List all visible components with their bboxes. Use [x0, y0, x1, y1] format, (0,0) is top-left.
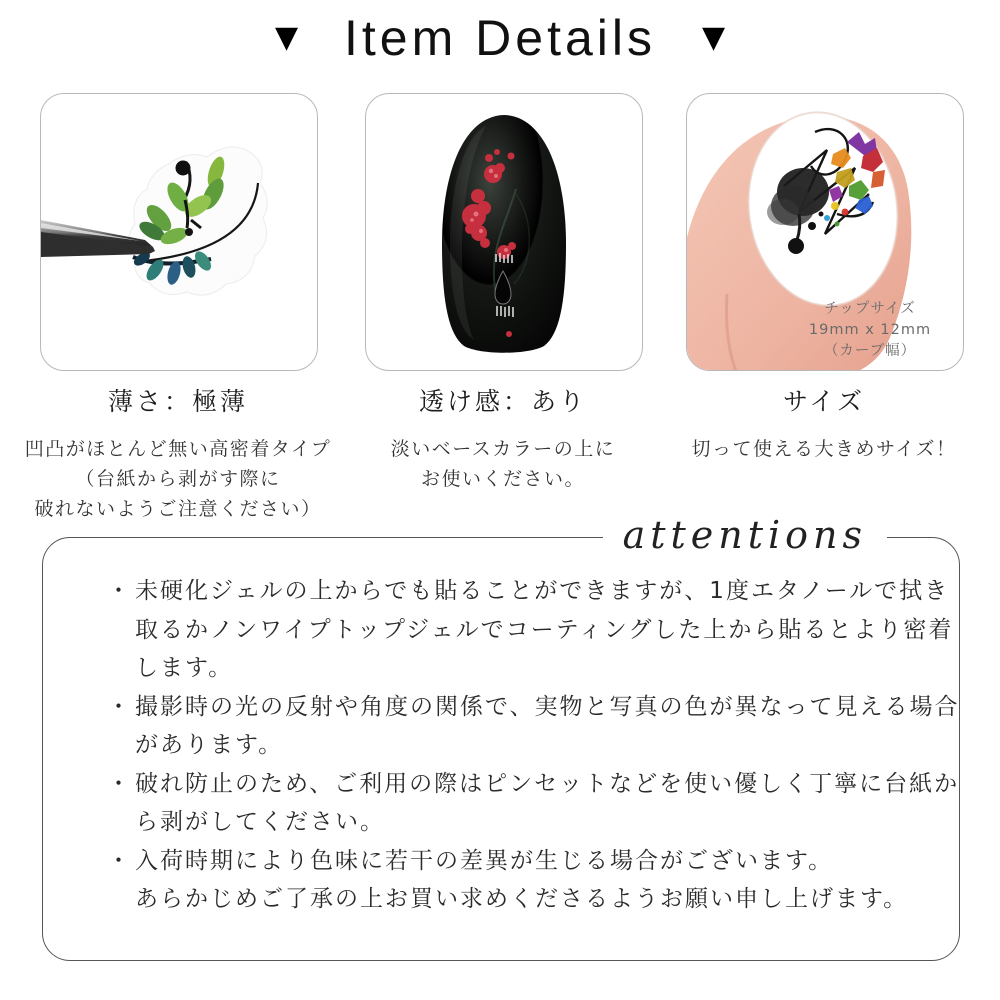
attention-text: 撮影時の光の反射や角度の関係で、実物と写真の色が異なって見える場合	[135, 693, 960, 720]
down-triangle-icon: ▼	[274, 20, 299, 55]
sheerness-caption	[333, 382, 673, 494]
attention-item	[43, 688, 959, 765]
sheerness-photo-card	[365, 93, 643, 371]
chip-size-line: チップサイズ	[824, 301, 916, 317]
attention-item	[43, 842, 959, 919]
caption-line: 破れないようご注意ください）	[34, 498, 322, 520]
size-photo-card	[686, 93, 964, 371]
caption-line: 切って使える大きめサイズ！	[691, 438, 957, 460]
attentions-label: attentions	[603, 511, 887, 559]
size-title: サイズ	[782, 387, 865, 416]
caption-line: （台紙から剥がす際に	[75, 468, 281, 490]
attention-text: 取るかノンワイプトップジェルでコーティングした上から貼るとより密着	[135, 616, 954, 643]
page-header	[0, 6, 1000, 70]
attention-item	[43, 765, 959, 842]
chip-size-note	[781, 299, 959, 362]
sheerness-title: 透け感：あり	[418, 387, 587, 416]
attention-text: があります。	[135, 732, 284, 758]
attention-text: 未硬化ジェルの上からでも貼ることができますが、1度エタノールで拭き	[135, 578, 950, 604]
attention-text: 入荷時期により色味に若干の差異が生じる場合がございます。	[135, 847, 834, 874]
attentions-box	[42, 513, 960, 961]
chip-size-line: 19mm x 12mm	[808, 322, 932, 338]
bullet-dot: ・	[107, 770, 132, 797]
thinness-photo-card	[40, 93, 318, 371]
black-nail-image	[366, 94, 642, 370]
caption-line: 淡いベースカラーの上に	[390, 438, 616, 460]
attention-text: します。	[135, 655, 234, 681]
attention-text: 破れ防止のため、ご利用の際はピンセットなどを使い優しく丁寧に台紙か	[135, 770, 960, 797]
caption-line: 凹凸がほとんど無い高密着タイプ	[24, 438, 332, 460]
attention-text: あらかじめご了承の上お買い求めくださるようお願い申し上げます。	[135, 886, 909, 912]
thinness-caption	[8, 382, 348, 524]
chip-size-line: （カーブ幅）	[823, 343, 917, 359]
bullet-dot: ・	[107, 693, 132, 720]
thinness-title: 薄さ：極薄	[107, 387, 248, 416]
bullet-dot: ・	[107, 847, 132, 874]
caption-line: お使いください。	[420, 468, 585, 490]
tweezers-sticker-image	[41, 94, 317, 370]
page-title: Item Details	[344, 10, 656, 66]
attention-item	[43, 572, 959, 688]
size-caption	[654, 382, 994, 464]
down-triangle-icon: ▼	[701, 20, 726, 55]
bullet-dot: ・	[107, 578, 132, 604]
attentions-list	[43, 572, 959, 919]
attention-text: ら剥がしてください。	[135, 809, 385, 835]
